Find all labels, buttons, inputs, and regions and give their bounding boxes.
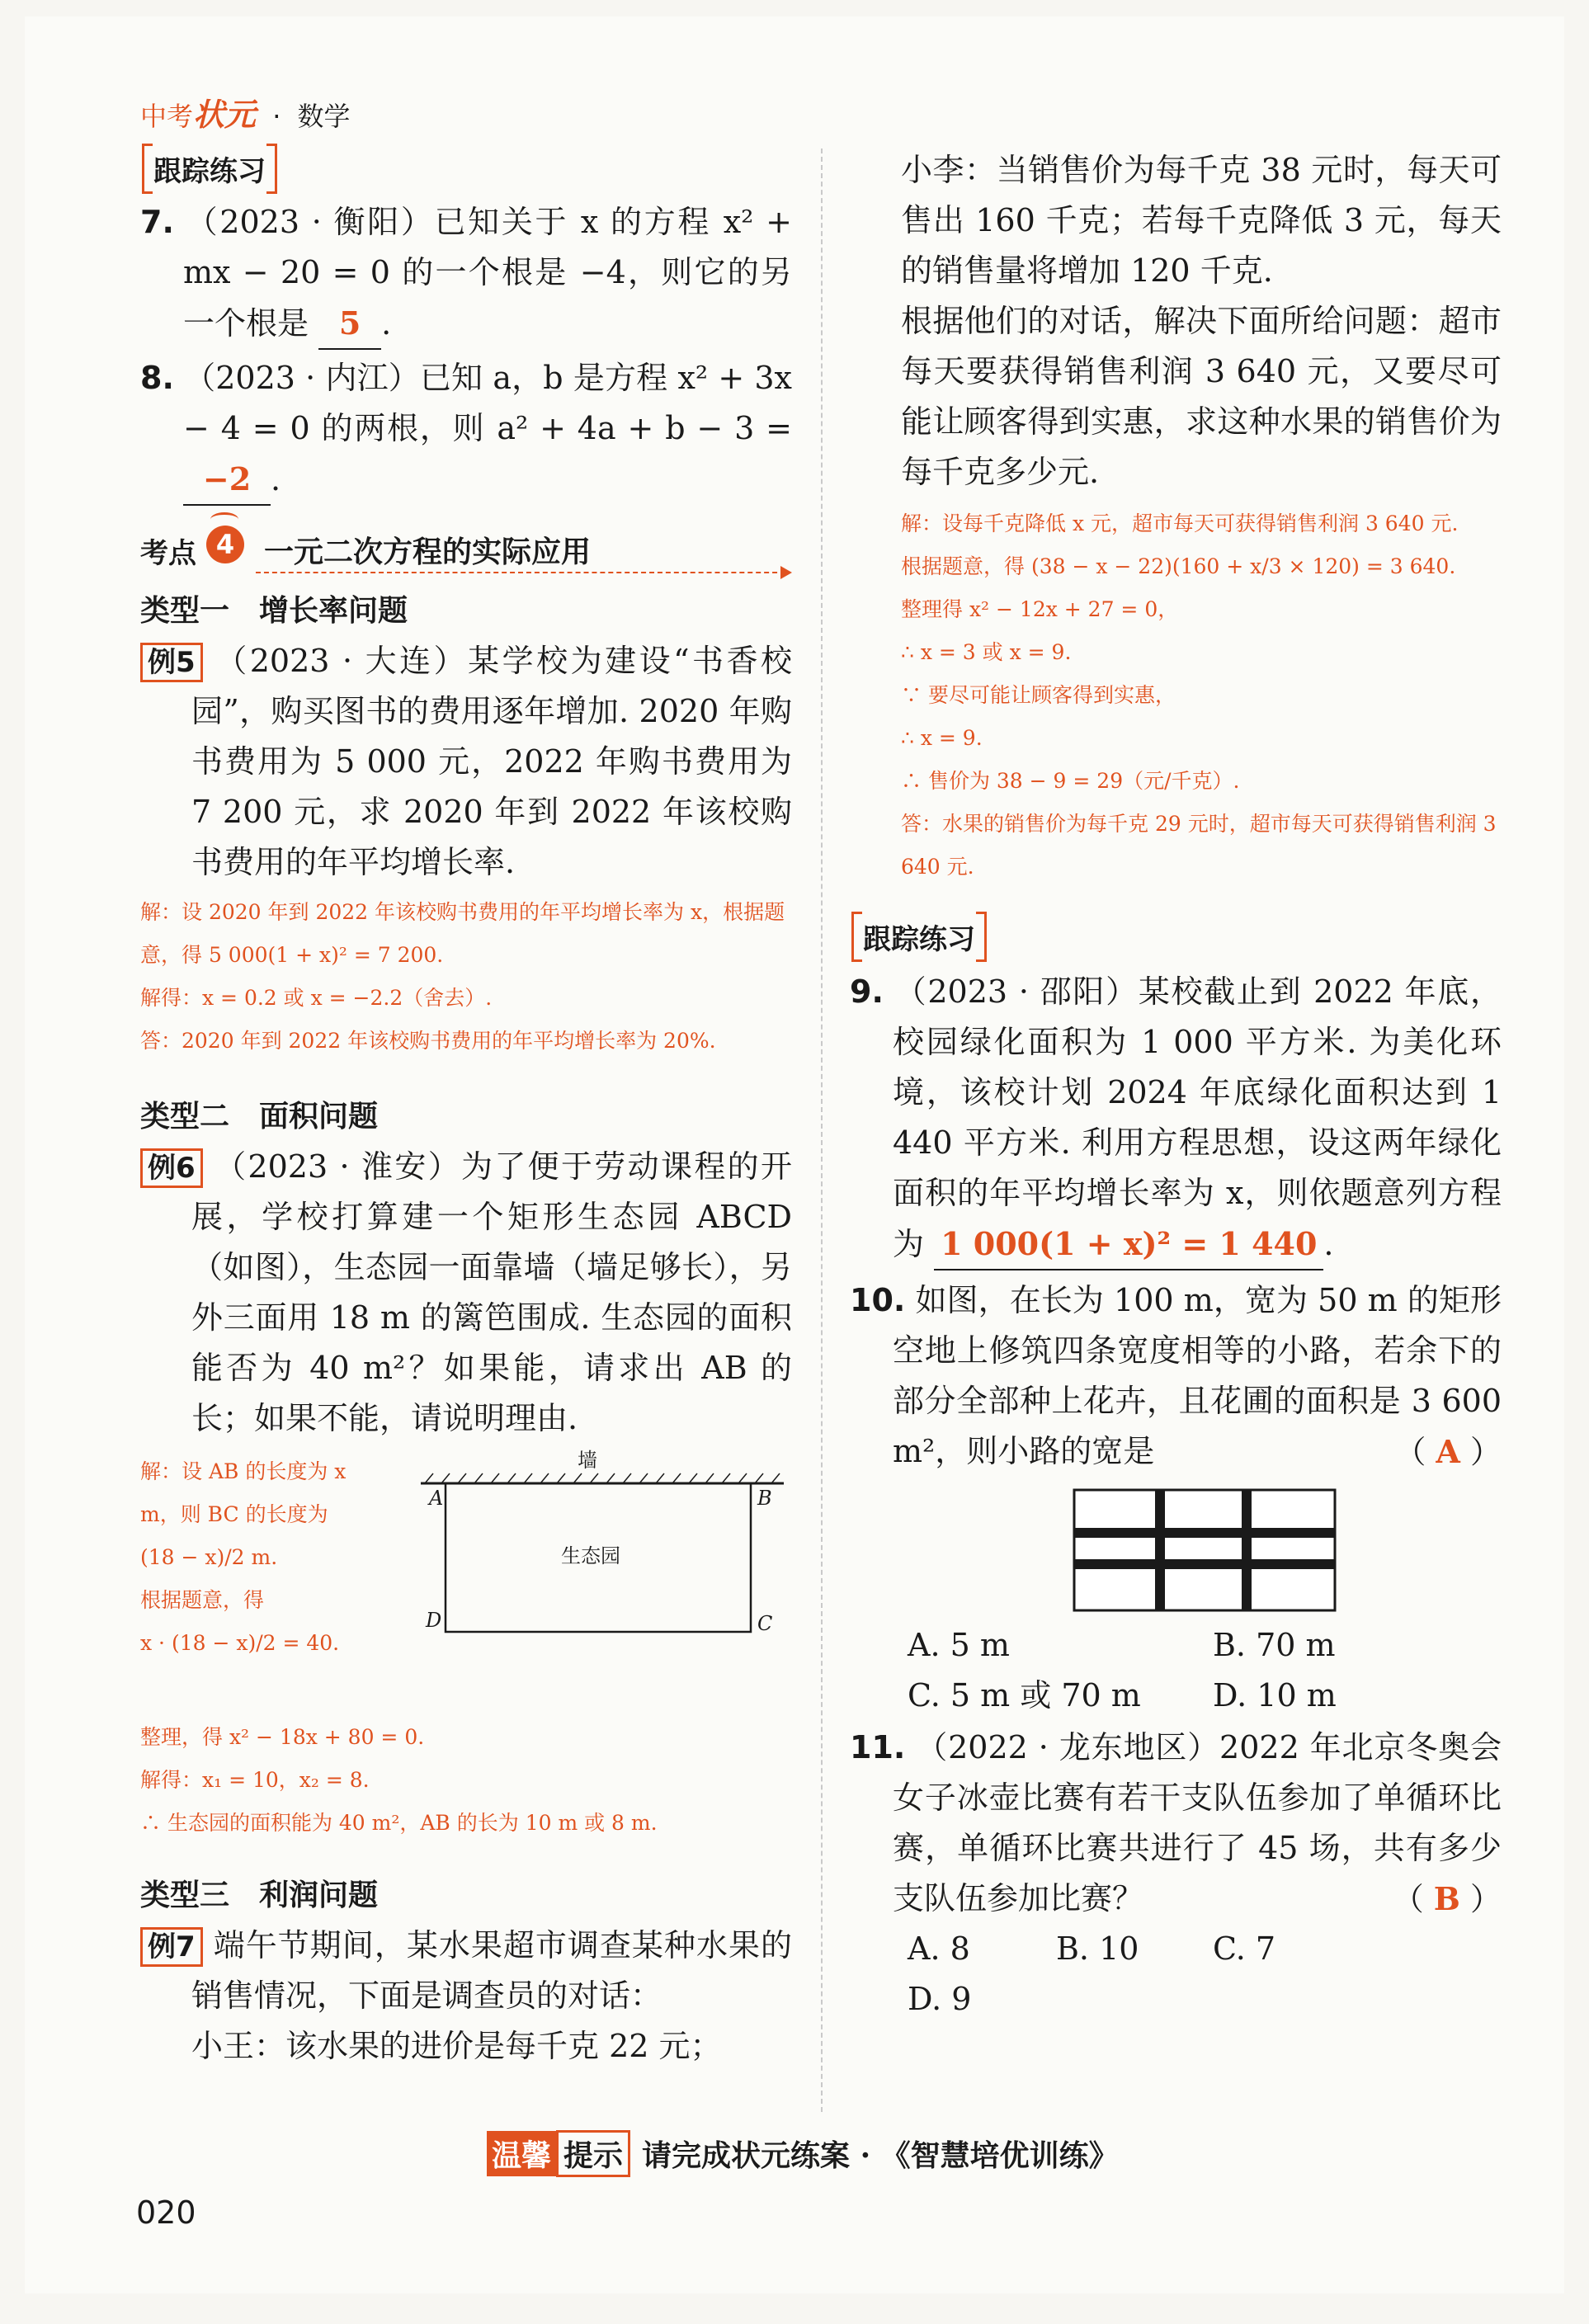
example-5 <box>140 636 792 888</box>
solution-7-line: ∵ 要尽可能让顾客得到实惠， <box>901 683 1176 707</box>
solution-5 <box>140 891 792 1063</box>
tip-label-2: 提示 <box>556 2130 630 2177</box>
track-label: 跟踪练习 <box>863 923 975 956</box>
example-6 <box>140 1142 792 1444</box>
kaodian-heading <box>140 517 792 578</box>
q9-answer: 1 000(1 + x)² = 1 440 <box>934 1219 1323 1270</box>
solution-6-line: x · (18 − x)/2 = 40. <box>140 1631 340 1655</box>
q9-end: . <box>1323 1226 1334 1262</box>
kaodian-title: 一元二次方程的实际应用 <box>264 535 592 569</box>
example-6-badge: 例6 <box>140 1148 203 1188</box>
solution-7-line: ∴ x = 9. <box>901 726 983 750</box>
q11-number: 11. <box>850 1729 906 1765</box>
kaodian-number: 4 <box>206 526 244 563</box>
example-5-badge: 例5 <box>140 643 203 682</box>
q11-answer-brackets: （ B ） <box>1392 1880 1502 1917</box>
right-column <box>850 145 1502 2025</box>
option[interactable]: C. 5 m 或 70 m <box>908 1677 1141 1714</box>
example-5-text: （2023 · 大连）某学校为建设“书香校园”，购买图书的费用逐年增加. 2020 年购书费用为 5 000 元，2022 年购书费用为 7 200 元，求 2020 年到 2022 年该校购书费用的年平均增长率. <box>191 643 792 880</box>
q11-text: （2022 · 龙东地区）2022 年北京冬奥会女子冰壶比赛有若干支队伍参加了单循环比赛，单循环比赛共进行了 45 场，共有多少支队伍参加比赛？ <box>893 1729 1502 1916</box>
page-number: 020 <box>136 2194 196 2231</box>
solution-6-block <box>140 1450 792 1863</box>
brand-accent: 状元 <box>193 97 257 133</box>
solution-5-line: 答：2020 年到 2022 年该校购书费用的年平均增长率为 20%. <box>140 1029 716 1053</box>
option[interactable]: A. 5 m <box>908 1627 1010 1663</box>
kaodian-label: 考点 <box>140 537 196 570</box>
solution-7-line: 整理得 x² − 12x + 27 = 0， <box>901 597 1179 621</box>
example-6-text: （2023 · 淮安）为了便于劳动课程的开展，学校打算建一个矩形生态园 ABCD（如图），生态园一面靠墙（墙足够长），另外三面用 18 m 的篱笆围成. 生态园的面积能否为 40 m²？如果能，请求出 AB 的长；如果不能，请说明理由. <box>191 1148 792 1436</box>
solution-7-line: ∴ 售价为 38 − 9 = 29（元/千克）. <box>901 769 1240 793</box>
road-figure <box>1073 1488 1337 1612</box>
question-8 <box>140 353 792 506</box>
garden-label: 生态园 <box>561 1544 620 1567</box>
question-7 <box>140 197 792 350</box>
example-7-line2: 小王：该水果的进价是每千克 22 元； <box>191 2028 722 2064</box>
header <box>140 89 351 134</box>
left-column <box>140 148 792 2072</box>
dashed-arrow <box>256 572 785 573</box>
solution-6-line: (18 − x)/2 m. <box>140 1545 278 1569</box>
solution-6-line: 整理，得 x² − 18x + 80 = 0. <box>140 1725 425 1749</box>
example-7 <box>140 1921 792 2021</box>
q10-options <box>850 1620 1502 1721</box>
type-3-heading: 类型三 利润问题 <box>140 1879 379 1912</box>
q7-text: （2023 · 衡阳）已知关于 x 的方程 x² + mx − 20 = 0 的一个根是 −4，则它的另一个根是 <box>183 204 792 342</box>
solution-7-line: 根据题意，得 (38 − x − 22)(160 + x/3 × 120) = 3 640. <box>901 554 1456 578</box>
option[interactable]: B. 10 <box>1056 1930 1139 1967</box>
q10-text: 如图，在长为 100 m，宽为 50 m 的矩形空地上修筑四条宽度相等的小路，若余下的部分全部种上花卉，且花圃的面积是 3 600 m²，则小路的宽是 <box>893 1282 1502 1469</box>
option[interactable]: B. 70 m <box>1213 1627 1336 1663</box>
q11-options <box>850 1924 1502 2025</box>
q7-answer: 5 <box>318 298 381 350</box>
road-diagram <box>1073 1488 1337 1612</box>
solution-6-line: ∴ 生态园的面积能为 40 m²，AB 的长为 10 m 或 8 m. <box>140 1811 658 1835</box>
garden-figure <box>421 1450 792 1640</box>
q10-answer: A <box>1436 1433 1460 1470</box>
solution-7-line: 答：水果的销售价为每千克 29 元时，超市每天可获得销售利润 3 640 元. <box>901 812 1497 879</box>
option[interactable]: D. 10 m <box>1213 1677 1337 1714</box>
solution-6-tail <box>140 1716 792 1845</box>
q11-answer: B <box>1433 1880 1460 1917</box>
track-practice-heading-2 <box>855 917 983 957</box>
arrow-head-icon <box>780 566 792 579</box>
q9-text: （2023 · 邵阳）某校截止到 2022 年底，校园绿化面积为 1 000 平方米. 为美化环境，该校计划 2024 年底绿化面积达到 1 440 平方米. 利用方程思想，设这两年绿化面积的年平均增长率为 x，则依题意列方程为 <box>893 973 1502 1262</box>
q10-answer-brackets: （ A ） <box>1394 1433 1502 1470</box>
option[interactable]: A. 8 <box>908 1930 970 1967</box>
solution-6-line: 解得：x₁ = 10，x₂ = 8. <box>140 1768 370 1792</box>
point-b: B <box>757 1487 772 1510</box>
solution-5-line: 解得：x = 0.2 或 x = −2.2（舍去）. <box>140 986 493 1010</box>
solution-6-line: 根据题意，得 <box>140 1588 265 1612</box>
dialog-task: 根据他们的对话，解决下面所给问题：超市每天要获得销售利润 3 640 元，又要尽可能让顾客得到实惠，求这种水果的销售价为每千克多少元. <box>901 303 1502 490</box>
brand-prefix: 中考 <box>140 101 194 132</box>
q8-number: 8. <box>140 360 174 396</box>
track-practice-heading <box>145 148 274 189</box>
question-10 <box>850 1275 1502 1477</box>
tip-text: 请完成状元练案 · 《智慧培优训练》 <box>642 2138 1119 2173</box>
wall-label: 墙 <box>578 1449 597 1472</box>
solution-7-line: 解：设每千克降低 x 元，超市每天可获得销售利润 3 640 元. <box>901 511 1459 535</box>
tip-label-1: 温馨 <box>487 2131 556 2176</box>
question-11 <box>850 1723 1502 1924</box>
solution-7-line: ∴ x = 3 或 x = 9. <box>901 640 1072 664</box>
option[interactable]: D. 9 <box>908 1981 972 2017</box>
solution-5-line: 解：设 2020 年到 2022 年该校购书费用的年平均增长率为 x，根据题意，得 5 000(1 + x)² = 7 200. <box>140 900 785 967</box>
solution-6-line: 解：设 AB 的长度为 x m，则 BC 的长度为 <box>140 1459 347 1526</box>
q8-end: . <box>271 461 281 497</box>
subject: 数学 <box>297 101 351 132</box>
column-divider <box>821 148 823 2112</box>
q7-number: 7. <box>140 204 174 240</box>
q8-answer: −2 <box>183 454 271 506</box>
example-7-text: 端午节期间，某水果超市调查某种水果的销售情况，下面是调查员的对话： <box>191 1927 792 2014</box>
signal-icon <box>210 512 238 526</box>
q7-end: . <box>381 305 392 342</box>
footer-tip <box>487 2130 1119 2177</box>
example-7-badge: 例7 <box>140 1927 203 1967</box>
header-dot: · <box>272 101 281 132</box>
q8-text: （2023 · 内江）已知 a，b 是方程 x² + 3x − 4 = 0 的两根，则 a² + 4a + b − 3 = <box>183 360 792 446</box>
type-2-heading: 类型二 面积问题 <box>140 1100 379 1134</box>
solution-7 <box>850 502 1502 889</box>
track-label: 跟踪练习 <box>153 155 266 188</box>
point-a: A <box>429 1487 444 1510</box>
solution-6 <box>140 1450 388 1665</box>
option[interactable]: C. 7 <box>1213 1930 1276 1967</box>
q10-number: 10. <box>850 1282 906 1318</box>
point-d: D <box>426 1609 442 1632</box>
type-1-heading: 类型一 增长率问题 <box>140 594 408 628</box>
dialog-xiaoli: 小李：当销售价为每千克 38 元时，每天可售出 160 千克；若每千克降低 3 元，每天的销售量将增加 120 千克. <box>901 152 1502 289</box>
question-9 <box>850 967 1502 1270</box>
q9-number: 9. <box>850 973 884 1010</box>
point-c: C <box>757 1612 773 1635</box>
